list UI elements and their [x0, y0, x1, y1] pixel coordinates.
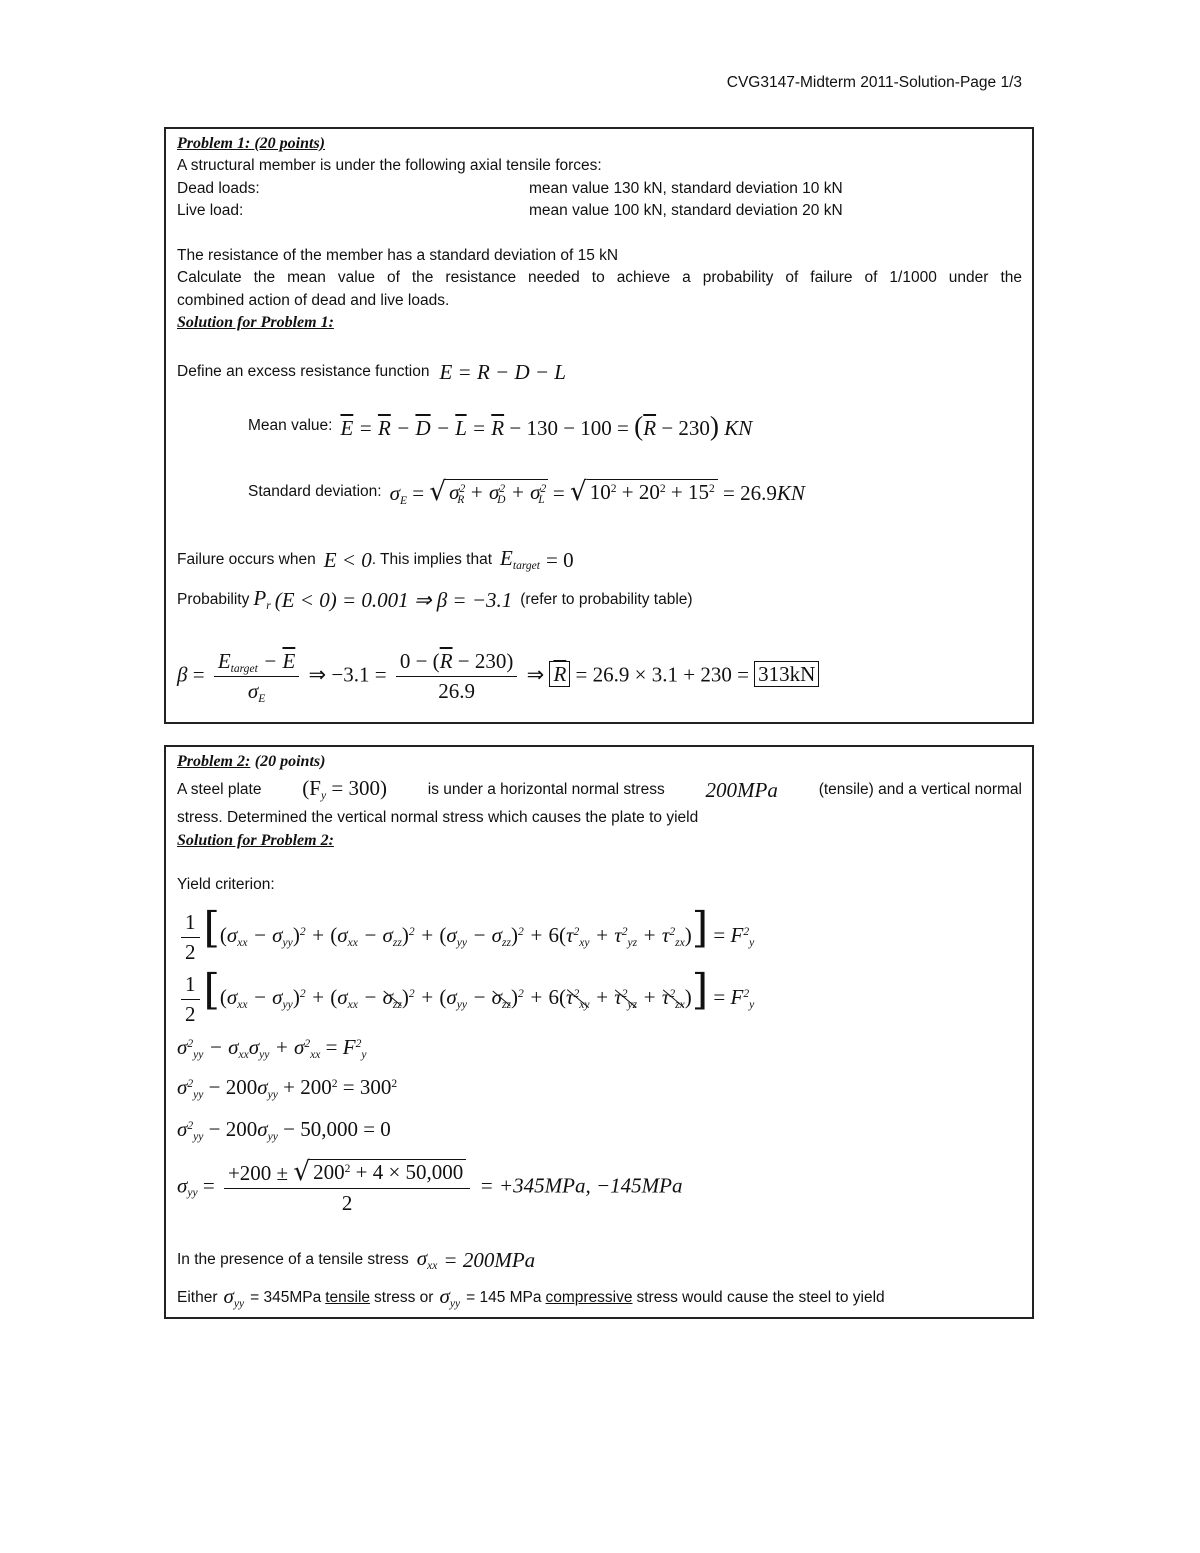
- yield-eq-1: $\frac{1}{2}$ $[(\sigma xx - \sigma yy)^2 + (\sigma xx - \sigma zz)^2 + (\sigma yy - \sigma zz)^2 + 6(\tau^2xy + \tau^2yz + \tau^2zx)] = F^2y$: [177, 907, 754, 965]
- yield-result: = +345MPa, −145MPa: [479, 1173, 683, 1198]
- p-r: Pr: [253, 586, 271, 613]
- mean-value-line: [248, 411, 752, 442]
- target-equation: = 0: [546, 548, 574, 572]
- beta-equation: β = $\frac{Etarget - \overline{E}}{\sigma E}$ ⇒ −3.1 = $\frac{0 - (\overline{R} - 230)}{26.9}$ ⇒ $\overline{R} = 26.9 \times 3.1 + 230 = 313kN$: [177, 649, 819, 704]
- problem-2-heading-row: [177, 751, 1022, 773]
- live-load-value: mean value 100 kN, standard deviation 20 kN: [529, 202, 843, 219]
- define-equation: E = R − D − L: [439, 360, 566, 384]
- live-load-row: [177, 200, 1022, 223]
- std-label: Standard deviation:: [248, 483, 382, 501]
- std-equation: σE = √ $\sigma^2R + \sigma^2D + \sigma^2L$ = √ $10^2 + 20^2 + 15^2$ = 26.9KN: [389, 477, 805, 508]
- yield-eq-4: $\sigma^2yy - 200\sigma yy + 200^2 = 300^2$: [177, 1075, 398, 1102]
- problem-2-heading: Problem 2:: [177, 753, 251, 770]
- beta-line: [177, 649, 819, 704]
- mean-label: Mean value:: [248, 417, 333, 435]
- yield-eq-2: $\frac{1}{2}$ $[(\sigma xx - \sigma yy)^2 + (\sigma xx - \sigma zz)^2 + (\sigma yy - \sigma zz)^2 + 6(\tau^2xy + \tau^2yz + \tau^2zx)] = F^2y$: [177, 969, 754, 1027]
- solution-1-heading: Solution for Problem 1:: [177, 314, 334, 331]
- intro-d: stress. Determined the vertical normal stress which causes the plate to yield: [177, 809, 699, 826]
- implies-text: . This implies that: [371, 551, 493, 568]
- probability-line: [177, 587, 693, 614]
- dead-load-row: [177, 178, 1022, 201]
- page-header: CVG3147-Midterm 2011-Solution-Page 1/3: [726, 74, 1022, 91]
- resistance-text: The resistance of the member has a standard deviation of 15 kN: [177, 246, 619, 264]
- failure-condition: E < 0: [323, 548, 372, 572]
- live-load-label: Live load:: [177, 202, 244, 219]
- presence-text: In the presence of a tensile stress: [177, 1251, 409, 1268]
- yield-label: Yield criterion:: [177, 875, 275, 893]
- probability-reference: (refer to probability table): [520, 591, 693, 608]
- e-target: Etarget: [500, 546, 541, 573]
- mean-equation: $\overline{E} = \overline{R} - \overline{D} - \overline{L} = \overline{R} - 130 - 100 = (\overline{R} - 230)$ KN: [340, 411, 753, 441]
- dead-load-value: mean value 130 kN, standard deviation 10 kN: [529, 179, 843, 197]
- result-box: 313kN: [754, 661, 819, 687]
- fy-expression: (Fy = 300): [302, 776, 387, 803]
- problem-1-intro: A structural member is under the following axial tensile forces:: [177, 157, 602, 174]
- failure-line: [177, 547, 574, 574]
- question-cont: combined action of dead and live loads.: [177, 291, 450, 309]
- either-line: Either σyy = 345MPa tensile stress or σyy = 145 MPa compressive stress would cause the steel to yield: [177, 1284, 885, 1311]
- stress-value: 200MPa: [705, 778, 778, 802]
- probability-label: Probability: [177, 591, 250, 608]
- failure-text: Failure occurs when: [177, 551, 316, 568]
- yield-eq-3: $\sigma^2yy - \sigma xx\sigma yy + \sigma^2xx = F^2y$: [177, 1035, 367, 1062]
- probability-equation: (E < 0) = 0.001 ⇒ β = −3.1: [274, 588, 513, 612]
- yield-eq-5: $\sigma^2yy - 200\sigma yy - 50,000 = 0$: [177, 1117, 391, 1144]
- question-text: Calculate the mean value of the resistance needed to achieve a probability of failure of 1/1000 under the: [177, 269, 1022, 286]
- intro-a: A steel plate: [177, 781, 262, 798]
- solution-2-heading: Solution for Problem 2:: [177, 831, 334, 849]
- intro-b: is under a horizontal normal stress: [427, 781, 665, 798]
- problem-2-intro: [177, 773, 1022, 807]
- yield-eq-6: σyy = +200 ± √ $200^2 + 4 \times 50,000$ 2 = +345MPa, −145MPa: [177, 1157, 683, 1215]
- std-line: [248, 479, 805, 506]
- problem-1-heading: Problem 1: (20 points): [177, 135, 325, 152]
- dead-load-label: Dead loads:: [177, 179, 260, 197]
- problem-2-points: (20 points): [254, 753, 326, 770]
- define-line: [177, 361, 566, 384]
- compressive-word: compressive: [545, 1289, 633, 1306]
- intro-c: (tensile) and a vertical normal: [818, 781, 1022, 798]
- define-text: Define an excess resistance function: [177, 363, 430, 380]
- problem-2-box: [164, 745, 1034, 1319]
- spacer: [177, 852, 1022, 874]
- problem-1-box: [164, 127, 1034, 724]
- presence-line: In the presence of a tensile stress σxx = 200MPa: [177, 1246, 536, 1273]
- tensile-word: tensile: [325, 1289, 371, 1306]
- presence-value: = 200MPa: [443, 1248, 536, 1272]
- spacer: [177, 223, 1022, 245]
